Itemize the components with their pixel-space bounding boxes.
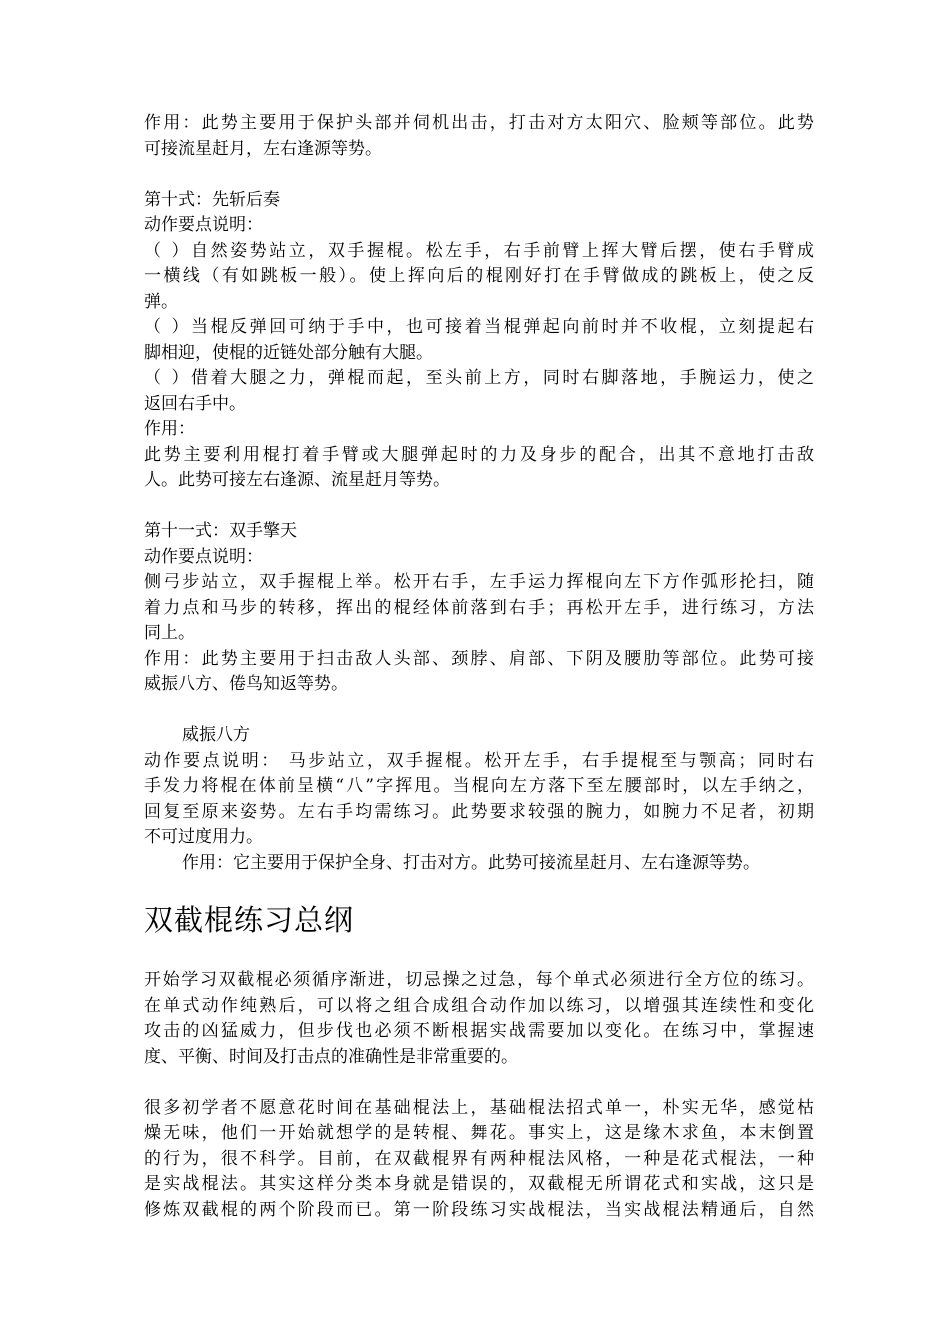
section-12 — [144, 723, 814, 876]
text-line: 的行为，很不科学。目前，在双截棍界有两种棍法风格，一种是花式棍法，一种 — [144, 1148, 814, 1169]
text-line: 返回右手中。 — [144, 393, 246, 414]
text-line: 着力点和马步的转移，挥出的棍经体前落到右手；再松开左手，进行练习，方法 — [144, 597, 814, 618]
text-line: 一横线（有如跳板一般）。使上挥向后的棍刚好打在手臂做成的跳板上，使之反 — [144, 266, 814, 286]
text-line: 在单式动作纯熟后，可以将之组合成组合动作加以练习，以增强其连续性和变化 — [144, 995, 814, 1016]
text-line: 作用：此势主要用于保护头部并伺机出击，打击对方太阳穴、脸颊等部位。此势 — [144, 113, 814, 133]
points-label: 动作要点说明： — [144, 215, 263, 235]
text-line: 可接流星赶月，左右逢源等势。 — [144, 138, 382, 159]
text-line: （ ）当棍反弹回可纳于手中，也可接着当棍弹起向前时并不收棍，立刻提起右 — [144, 317, 814, 337]
text-line: 很多初学者不愿意花时间在基础棍法上，基础棍法招式单一，朴实无华，感觉枯 — [144, 1097, 814, 1118]
step-3 — [144, 366, 814, 417]
text-line: 燥无味，他们一开始就想学的是转棍、舞花。事实上，这是缘木求鱼，本末倒置 — [144, 1123, 814, 1143]
outline-heading: 双截棍练习总纲 — [144, 903, 355, 937]
text-line: 手发力将棍在体前呈横“八”字挥甩。当棍向左方落下至左腰部时，以左手纳之， — [144, 776, 814, 796]
effect-label: 作用： — [144, 419, 195, 439]
text-line: （ ）自然姿势站立，双手握棍。松左手，右手前臂上挥大臂后摆，使右手臂成 — [144, 240, 814, 261]
text-line: （ ）借着大腿之力，弹棍而起，至头前上方，同时右脚落地，手腕运力，使之 — [144, 368, 814, 388]
text-line: 此势主要利用棍打着手臂或大腿弹起时的力及身步的配合，出其不意地打击敌 — [144, 444, 814, 465]
text-line: 作用：此势主要用于扫击敌人头部、颈脖、肩部、下阴及腰肋等部位。此势可接 — [144, 648, 814, 669]
section-title: 威振八方 — [182, 725, 250, 745]
text-line: 是实战棍法。其实这样分类本身就是错误的，双截棍无所谓花式和实战，这只是 — [144, 1174, 814, 1194]
effect-paragraph: 作用：它主要用于保护全身、打击对方。此势可接流星赶月、左右逢源等势。 — [182, 852, 760, 873]
section-11 — [144, 519, 814, 698]
description-paragraph — [144, 570, 814, 647]
prev-effect-paragraph — [144, 111, 814, 162]
section-title: 第十式：先斩后奏 — [144, 189, 280, 210]
points-label: 动作要点说明： — [144, 546, 263, 567]
step-2 — [144, 315, 814, 366]
section-10 — [144, 188, 814, 494]
outline-paragraph-2 — [144, 1096, 814, 1224]
text-line: 不可过度用力。 — [144, 827, 263, 847]
text-line: 开始学习双截棍必须循序渐进，切忌操之过急，每个单式必须进行全方位的练习。 — [144, 970, 814, 990]
text-line: 侧弓步站立，双手握棍上举。松开右手，左手运力挥棍向左下方作弧形抡扫，随 — [144, 572, 814, 592]
effect-paragraph — [144, 647, 814, 698]
text-line: 动作要点说明： 马步站立，双手握棍。松开左手，右手提棍至与颚高；同时右 — [144, 750, 814, 771]
text-line: 人。此势可接左右逢源、流星赶月等势。 — [144, 470, 450, 490]
effect-paragraph — [144, 443, 814, 494]
document-page — [144, 111, 814, 1223]
outline-paragraph-1 — [144, 968, 814, 1070]
text-line: 度、平衡、时间及打击点的准确性是非常重要的。 — [144, 1046, 518, 1067]
text-line: 威振八方、倦鸟知返等势。 — [144, 674, 348, 694]
text-line: 同上。 — [144, 623, 195, 643]
text-line: 修炼双截棍的两个阶段而已。第一阶段练习实战棍法，当实战棍法精通后，自然 — [144, 1199, 814, 1220]
text-line: 攻击的凶猛威力，但步伐也必须不断根据实战需要加以变化。在练习中，掌握速 — [144, 1021, 814, 1041]
text-line: 回复至原来姿势。左右手均需练习。此势要求较强的腕力，如腕力不足者，初期 — [144, 801, 814, 822]
step-1 — [144, 239, 814, 316]
section-title: 第十一式：双手擎天 — [144, 521, 297, 541]
description-paragraph — [144, 749, 814, 851]
text-line: 弹。 — [144, 291, 178, 312]
text-line: 脚相迎，使棍的近链处部分触有大腿。 — [144, 342, 433, 363]
